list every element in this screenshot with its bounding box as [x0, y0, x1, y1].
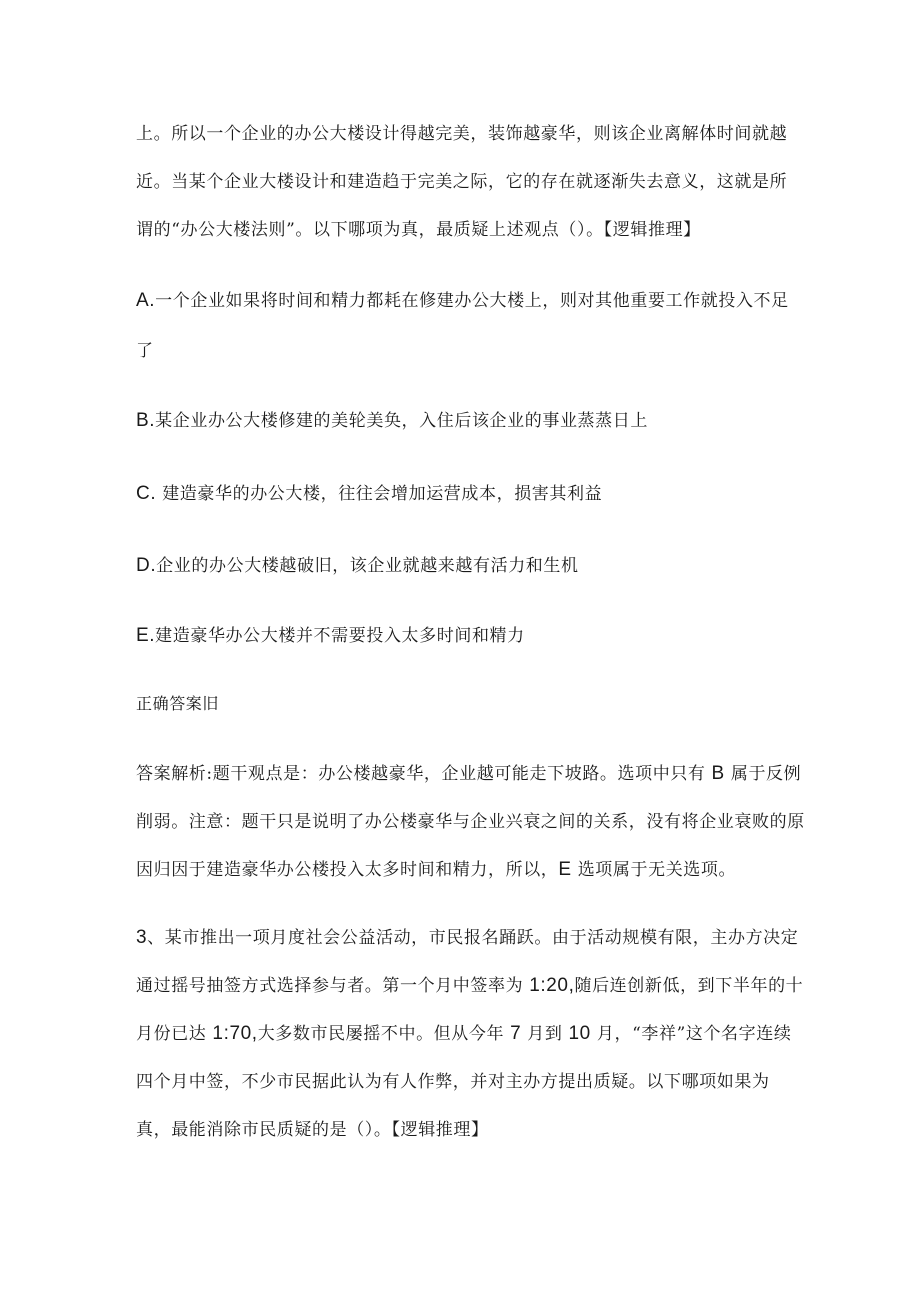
correct-answer: 正确答案旧	[136, 694, 220, 713]
prev-question-line-3: 谓的“办公大楼法则”。以下哪项为真，最质疑上述观点（）。【逻辑推理】	[136, 220, 701, 240]
option-a-text: 一个企业如果将时间和精力都耗在修建办公大楼上，则对其他重要工作就投入不足	[155, 291, 789, 311]
option-a-text-continued: 了	[136, 341, 154, 361]
question-3-text-3c: 大多数市民屡摇不中。但从今年	[257, 1024, 505, 1044]
option-e-letter: E.	[136, 625, 156, 646]
question-3-text-2c: 随后连创新低，到下半年的十	[574, 976, 804, 996]
option-d-letter: D.	[136, 555, 157, 576]
question-3-text-1: 、某市推出一项月度社会公益活动，市民报名踊跃。由于活动规模有限，主办方决定	[147, 928, 799, 948]
prev-question-line-2: 近。当某个企业大楼设计和建造趋于完美之际，它的存在就逐渐失去意义，这就是所	[136, 172, 788, 192]
option-a-letter: A.	[136, 290, 156, 311]
option-b-letter: B.	[136, 410, 156, 431]
question-3-line-5: 真，最能消除市民质疑的是（）。【逻辑推理】	[136, 1120, 489, 1140]
question-3-ratio-2: 1:70,	[212, 1023, 258, 1044]
question-3-line-3	[136, 1022, 796, 1046]
question-3-line-4: 四个月中签，不少市民据此认为有人作弊，并对主办方提出质疑。以下哪项如果为	[136, 1072, 770, 1092]
analysis-text-1c: 属于反例	[730, 764, 802, 784]
question-3-line-2	[136, 974, 804, 998]
option-e-text: 建造豪华办公大楼并不需要投入太多时间和精力	[155, 626, 525, 646]
analysis-text-3a: 因归因于建造豪华办公楼投入太多时间和精力，所以，	[136, 860, 559, 880]
option-c	[136, 482, 796, 506]
option-c-letter: C.	[136, 483, 157, 504]
option-d-text: 企业的办公大楼越破旧，该企业就越来越有活力和生机	[156, 556, 579, 576]
analysis-text-1a: 答案解析:题干观点是：办公楼越豪华，企业越可能走下坡路。选项中只有	[136, 764, 706, 784]
analysis-line-1	[136, 762, 802, 786]
question-3-text-3a: 月份已达	[136, 1024, 207, 1044]
option-b-text: 某企业办公大楼修建的美轮美奂，入住后该企业的事业蒸蒸日上	[155, 411, 648, 431]
question-3-month-7: 7	[510, 1023, 522, 1044]
analysis-option-e: E	[558, 859, 572, 880]
question-3-text-3e: 月到	[527, 1024, 563, 1044]
analysis-option-b: B	[711, 763, 725, 784]
question-3-text-3g: 月，“李祥”这个名字连续	[596, 1024, 792, 1044]
analysis-line-2: 削弱。注意：题干只是说明了办公楼豪华与企业兴衰之间的关系，没有将企业衰败的原	[136, 812, 805, 832]
option-e	[136, 624, 796, 648]
option-c-text: 建造豪华的办公大楼，往往会增加运营成本，损害其利益	[156, 484, 603, 504]
question-3-line-1	[136, 926, 799, 950]
option-b	[136, 409, 796, 433]
option-a	[136, 289, 796, 313]
question-3-number: 3	[136, 927, 148, 948]
option-d	[136, 554, 796, 578]
question-3-text-2a: 通过摇号抽签方式选择参与者。第一个月中签率为	[136, 976, 524, 996]
analysis-line-3	[136, 858, 796, 882]
question-3-ratio-1: 1:20,	[529, 975, 575, 996]
analysis-text-3c: 选项属于无关选项。	[577, 860, 737, 880]
question-3-month-10: 10	[568, 1023, 591, 1044]
prev-question-line-1: 上。所以一个企业的办公大楼设计得越完美，装饰越豪华，则该企业离解体时间就越	[136, 124, 788, 144]
